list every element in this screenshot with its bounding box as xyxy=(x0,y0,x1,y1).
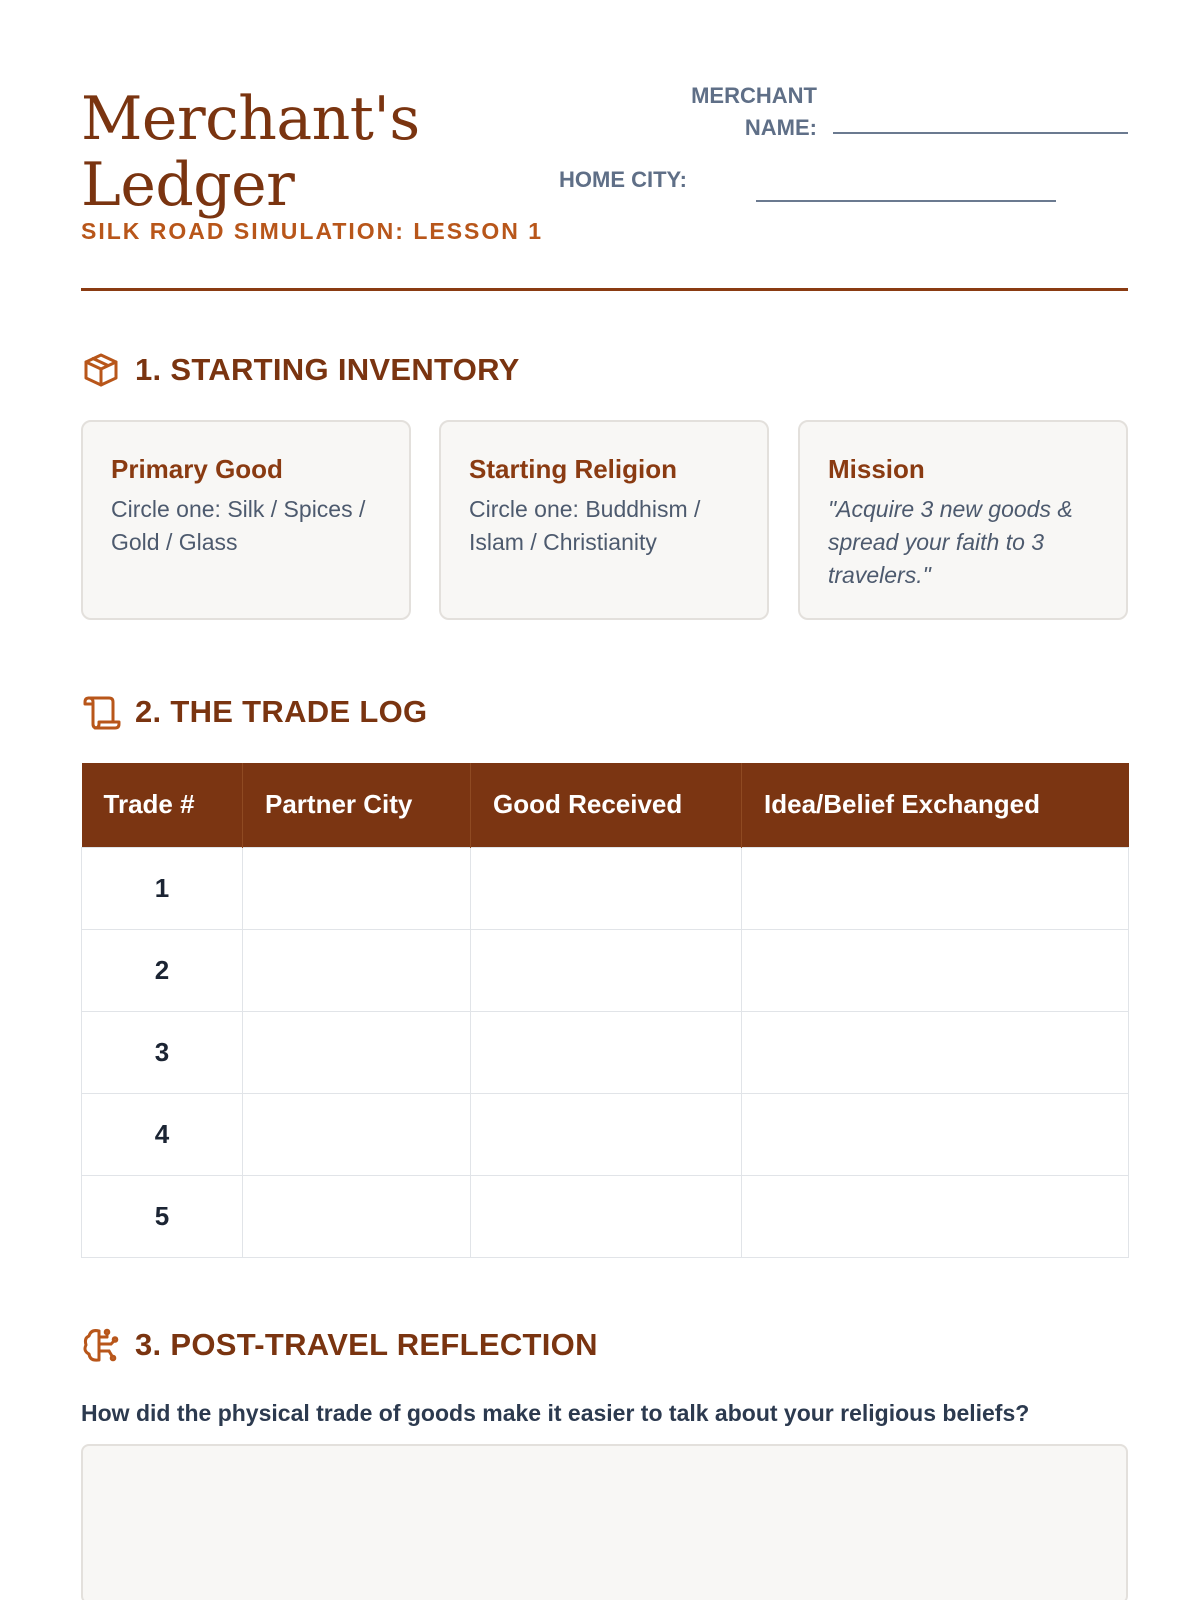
good-received-cell[interactable] xyxy=(471,1093,742,1175)
trade-number-cell: 2 xyxy=(82,929,243,1011)
header-divider xyxy=(81,288,1128,291)
trade-number-cell: 5 xyxy=(82,1175,243,1257)
section-inventory-title: 1. STARTING INVENTORY xyxy=(135,352,520,387)
brain-icon xyxy=(81,1325,121,1365)
card-body: Circle one: Buddhism / Islam / Christianity xyxy=(469,496,701,555)
good-received-cell[interactable] xyxy=(471,929,742,1011)
good-received-cell[interactable] xyxy=(471,1011,742,1093)
home-city-label: HOME CITY: xyxy=(559,167,687,192)
section-trade-log-heading xyxy=(81,692,427,732)
section-reflection-heading xyxy=(81,1325,598,1365)
section-reflection-title: 3. POST-TRAVEL REFLECTION xyxy=(135,1327,598,1362)
trade-number-cell: 3 xyxy=(82,1011,243,1093)
inventory-cards xyxy=(81,420,1128,620)
trade-log-table xyxy=(81,763,1129,1258)
scroll-icon xyxy=(81,692,121,732)
table-row xyxy=(82,1093,1129,1175)
card-body: Circle one: Silk / Spices / Gold / Glass xyxy=(111,496,366,555)
page-subtitle: SILK ROAD SIMULATION: LESSON 1 xyxy=(81,218,544,244)
merchant-label-line-2: NAME: xyxy=(744,115,817,140)
title-line-2: Ledger xyxy=(81,150,295,220)
merchant-name-label xyxy=(641,80,817,144)
idea-exchanged-cell[interactable] xyxy=(742,1093,1129,1175)
idea-exchanged-cell[interactable] xyxy=(742,1011,1129,1093)
partner-city-cell[interactable] xyxy=(243,929,471,1011)
trade-number-cell: 1 xyxy=(82,847,243,929)
partner-city-cell[interactable] xyxy=(243,1093,471,1175)
table-row xyxy=(82,1011,1129,1093)
section-inventory-heading xyxy=(81,350,520,390)
idea-exchanged-cell[interactable] xyxy=(742,929,1129,1011)
box-icon xyxy=(81,350,121,390)
table-row xyxy=(82,929,1129,1011)
idea-exchanged-cell[interactable] xyxy=(742,847,1129,929)
table-row xyxy=(82,847,1129,929)
card-body: "Acquire 3 new goods & spread your faith to 3 travelers." xyxy=(828,496,1073,588)
page-title xyxy=(81,86,420,218)
good-received-cell[interactable] xyxy=(471,1175,742,1257)
merchant-name-field[interactable] xyxy=(833,132,1128,134)
column-header-good-received: Good Received xyxy=(471,763,742,847)
partner-city-cell[interactable] xyxy=(243,847,471,929)
reflection-answer-box[interactable] xyxy=(81,1444,1128,1600)
table-header-row xyxy=(82,763,1129,847)
partner-city-cell[interactable] xyxy=(243,1175,471,1257)
worksheet-page xyxy=(81,0,1128,1600)
good-received-cell[interactable] xyxy=(471,847,742,929)
card-title: Primary Good xyxy=(111,454,283,484)
header xyxy=(81,80,1128,290)
card-primary-good xyxy=(81,420,411,620)
home-city-field[interactable] xyxy=(756,200,1056,202)
reflection-question: How did the physical trade of goods make it easier to talk about your religious beliefs? xyxy=(81,1400,1030,1426)
table-row xyxy=(82,1175,1129,1257)
trade-number-cell: 4 xyxy=(82,1093,243,1175)
merchant-label-line-1: MERCHANT xyxy=(691,83,817,108)
column-header-idea-exchanged: Idea/Belief Exchanged xyxy=(742,763,1129,847)
column-header-partner-city: Partner City xyxy=(243,763,471,847)
section-trade-log-title: 2. THE TRADE LOG xyxy=(135,694,428,729)
partner-city-cell[interactable] xyxy=(243,1011,471,1093)
column-header-trade-number: Trade # xyxy=(82,763,243,847)
title-line-1: Merchant's xyxy=(81,84,420,154)
card-title: Starting Religion xyxy=(469,454,677,484)
card-mission xyxy=(798,420,1128,620)
idea-exchanged-cell[interactable] xyxy=(742,1175,1129,1257)
card-starting-religion xyxy=(439,420,769,620)
card-title: Mission xyxy=(828,454,925,484)
